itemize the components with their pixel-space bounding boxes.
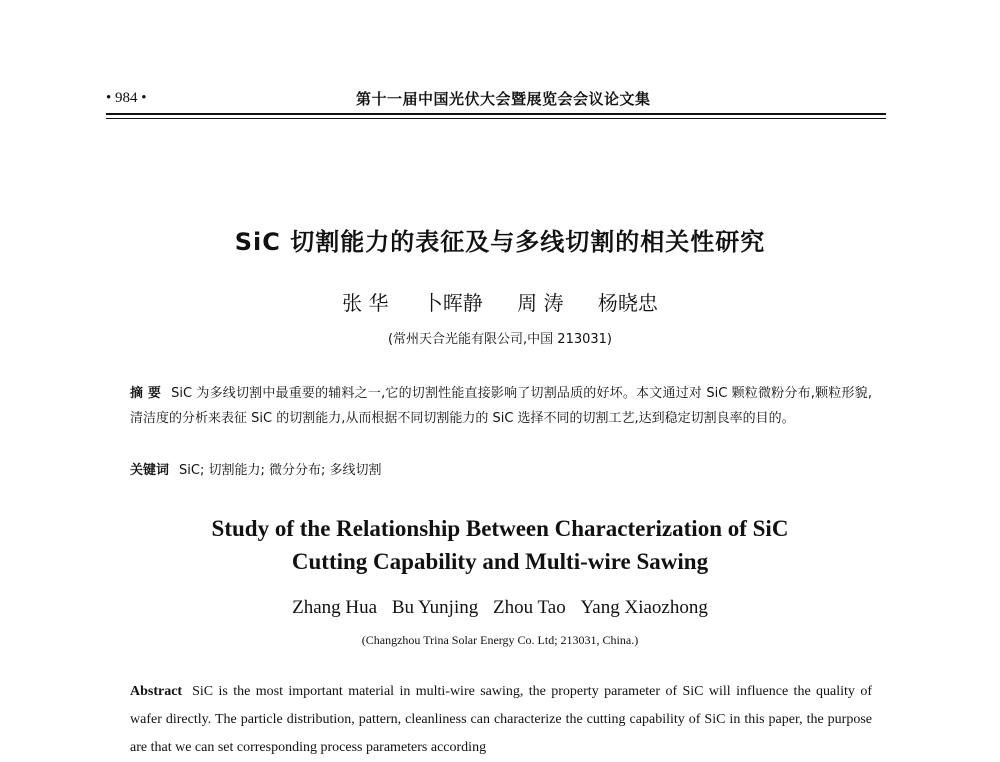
chinese-keywords-text: SiC; 切割能力; 微分分布; 多线切割 xyxy=(179,463,382,478)
english-title xyxy=(0,512,1000,578)
english-title-line-1: Study of the Relationship Between Characterization of SiC xyxy=(211,516,789,541)
chinese-affiliation: (常州天合光能有限公司,中国 213031) xyxy=(387,332,613,347)
chinese-author: 卜晖静 xyxy=(422,291,483,315)
english-abstract-label: Abstract xyxy=(130,684,183,699)
english-abstract xyxy=(130,678,872,762)
proceedings-title: 第十一届中国光伏大会暨展览会会议论文集 xyxy=(356,90,651,108)
chinese-authors xyxy=(0,287,1000,316)
chinese-keywords-label: 关键词 xyxy=(130,463,170,478)
english-author: Bu Yunjing xyxy=(391,597,479,618)
english-author: Zhou Tao xyxy=(492,597,566,618)
english-title-line-2: Cutting Capability and Multi-wire Sawing xyxy=(291,549,709,574)
page-number: • 984 • xyxy=(106,90,147,106)
header-rule-thick xyxy=(106,113,886,115)
chinese-abstract-text: SiC 为多线切割中最重要的辅料之一,它的切割性能直接影响了切割品质的好坏。本文通过对 SiC 颗粒微粉分布,颗粒形貌,清洁度的分析来表征 SiC 的切割能力,从而根据不同切割能力的 SiC 选择不同的切割工艺,达到稳定切割良率的目的。 xyxy=(130,386,872,426)
chinese-keywords xyxy=(130,459,872,478)
chinese-abstract-label: 摘 要 xyxy=(130,386,162,401)
english-author: Zhang Hua xyxy=(292,597,378,618)
english-author: Yang Xiaozhong xyxy=(580,597,708,618)
chinese-author: 周 涛 xyxy=(517,291,564,315)
chinese-author: 杨晓忠 xyxy=(597,291,658,315)
header-rule-thin xyxy=(106,118,886,119)
english-affiliation: (Changzhou Trina Solar Energy Co. Ltd; 213031, China.) xyxy=(361,633,639,647)
chinese-author: 张 华 xyxy=(342,291,389,315)
english-abstract-text: SiC is the most important material in multi-wire sawing, the property parameter of SiC will influence the quality of wafer directly. The particle distribution, pattern, cleanliness can characterize the cutting capability of SiC in this paper, the purpose are that we can set corresponding process parameters according xyxy=(130,684,872,755)
english-authors xyxy=(0,597,1000,619)
chinese-title: SiC 切割能力的表征及与多线切割的相关性研究 xyxy=(234,228,766,256)
chinese-abstract xyxy=(130,381,872,431)
